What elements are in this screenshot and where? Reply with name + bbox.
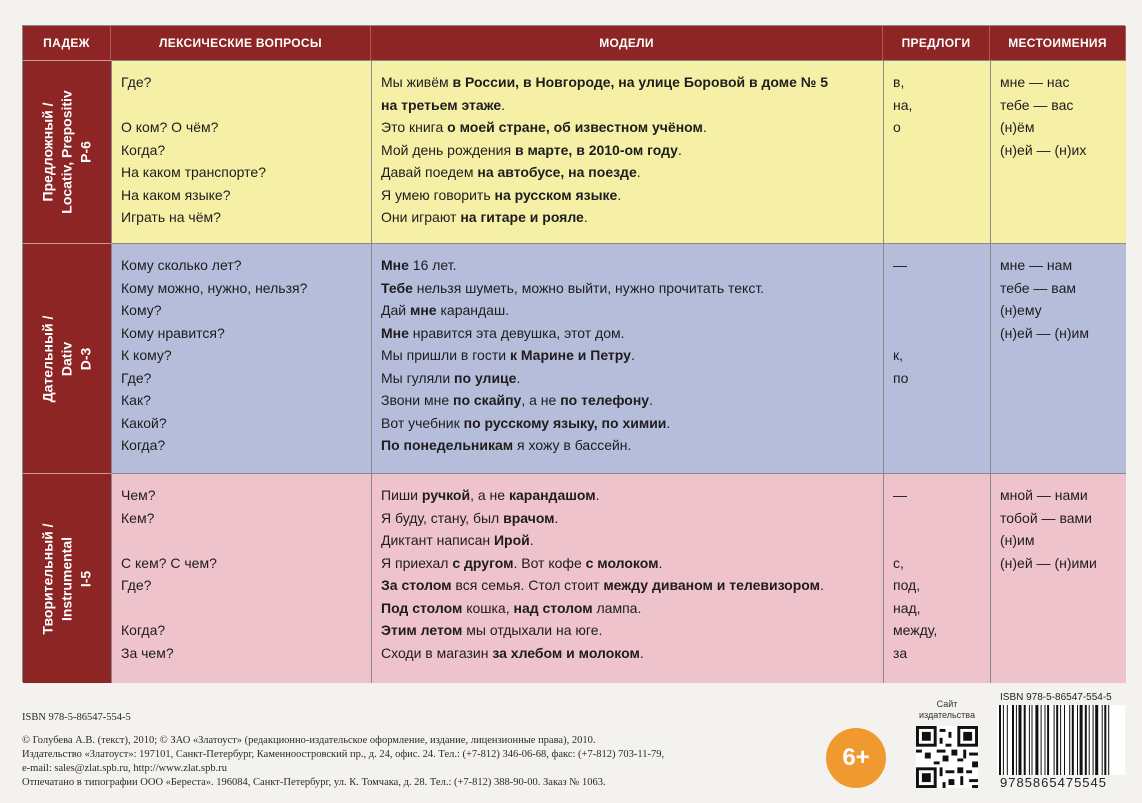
lexical-question: Кем? xyxy=(121,509,155,526)
pronoun-pair: мне — нас xyxy=(1000,74,1070,90)
model-text: . xyxy=(820,577,824,593)
footer-printing: Отпечатано в типографии ООО «Береста». 196084, Санкт-Петербург, ул. К. Томчака, д. 28. Тел.: (+7-812) 388-90-00. Заказ № 1063. xyxy=(22,777,606,788)
model-highlight: карандашом xyxy=(508,487,596,503)
model-highlight: ручкой xyxy=(421,487,471,503)
model-text: нельзя шуметь, можно выйти, нужно прочитать текст. xyxy=(412,279,765,296)
pronoun-pair: тобой — вами xyxy=(1000,509,1092,526)
model-text: 16 лет. xyxy=(408,257,457,273)
model-highlight: с другом xyxy=(452,554,514,571)
model-sentence xyxy=(381,390,653,410)
model-text: , а не xyxy=(470,487,509,503)
questions-cell xyxy=(111,243,371,473)
model-sentence xyxy=(381,117,707,137)
preposition: между, xyxy=(893,622,938,638)
model-text: . xyxy=(554,509,559,526)
model-highlight: по улице xyxy=(454,369,517,386)
preposition: в, xyxy=(893,74,905,90)
models-cell xyxy=(371,243,883,473)
model-text: Звони мне xyxy=(381,392,453,408)
pronoun-pair: (н)ём xyxy=(1000,119,1035,135)
model-text: Вот учебник xyxy=(381,414,464,431)
preposition: над, xyxy=(893,599,921,616)
model-text: Мы живём xyxy=(381,74,453,90)
isbn-barcode-label: ISBN 978-5-86547-554-5 xyxy=(1000,692,1112,703)
model-sentence xyxy=(381,530,534,550)
pronoun-pair: тебе — вам xyxy=(1000,279,1077,296)
model-text: . xyxy=(583,209,588,225)
model-text: Я приехал xyxy=(381,554,453,571)
model-sentence xyxy=(381,207,588,227)
qr-label xyxy=(912,699,982,721)
footer-contacts: e-mail: sales@zlat.spb.ru, http://www.zlat.spb.ru xyxy=(22,763,227,774)
model-text: . xyxy=(666,414,671,431)
model-highlight: на гитаре и рояле xyxy=(460,209,584,225)
lexical-question: Когда? xyxy=(121,437,166,453)
lexical-question: С кем? С чем? xyxy=(121,554,217,571)
model-text: карандаш. xyxy=(436,302,510,318)
model-highlight: Тебе xyxy=(381,279,413,296)
preposition: — xyxy=(893,257,907,273)
preposition: на, xyxy=(893,96,913,113)
model-highlight: По понедельникам xyxy=(381,437,514,453)
footer-copyright: © Голубева А.В. (текст), 2010; © ЗАО «Златоуст» (редакционно-издательское оформление, издание, лицензионные права), 2010. xyxy=(22,735,596,746)
model-highlight: в марте, в 2010-ом году xyxy=(514,141,678,158)
model-highlight: над столом xyxy=(513,599,593,616)
header-case: ПАДЕЖ xyxy=(23,26,111,60)
model-sentence xyxy=(381,323,625,343)
model-text: . Вот кофе xyxy=(513,554,586,571)
pronouns-cell xyxy=(990,243,1126,473)
lexical-question: Когда? xyxy=(121,141,166,158)
model-sentence xyxy=(381,278,764,298)
lexical-question: Играть на чём? xyxy=(121,209,221,225)
model-text: . xyxy=(630,347,635,363)
model-highlight: о моей стране, об известном учёном xyxy=(447,119,703,135)
model-sentence xyxy=(381,255,457,275)
header-prepositions: ПРЕДЛОГИ xyxy=(883,26,990,60)
pronoun-pair: (н)ей — (н)их xyxy=(1000,141,1087,158)
model-highlight: на автобусе, на поезде xyxy=(477,164,637,180)
model-text: . xyxy=(639,644,644,661)
model-sentence xyxy=(381,575,824,595)
preposition: по xyxy=(893,369,909,386)
case-code: D-3 xyxy=(77,347,94,370)
lexical-question: Кому нравится? xyxy=(121,324,225,341)
footer-publisher: Издательство «Златоуст»: 197101, Санкт-Петербург, Каменноостровский пр., д. 24, офис. 24. Тел.: (+7-812) 346-06-68, факс: (+7-812) 703-11-79, xyxy=(22,749,665,760)
model-text: лампа. xyxy=(592,599,642,616)
grammar-table xyxy=(22,25,1125,682)
model-highlight: Этим летом xyxy=(381,622,463,638)
model-sentence xyxy=(381,300,509,320)
pronoun-pair: мне — нам xyxy=(1000,257,1073,273)
model-text: Диктант написан xyxy=(381,532,494,548)
model-text: я хожу в бассейн. xyxy=(513,437,632,453)
model-sentence xyxy=(381,95,505,115)
prepositions-cell xyxy=(883,473,990,683)
model-text: Мой день рождения xyxy=(381,141,515,158)
model-text: Сходи в магазин xyxy=(381,644,493,661)
model-sentence xyxy=(381,598,641,618)
model-sentence xyxy=(381,643,644,663)
lexical-question: Какой? xyxy=(121,414,167,431)
case-code: P-6 xyxy=(77,141,94,163)
case-name: Творительный / xyxy=(39,522,56,635)
age-rating-badge: 6+ xyxy=(826,728,886,788)
lexical-question: Кому можно, нужно, нельзя? xyxy=(121,279,308,296)
model-text: мы отдыхали на юге. xyxy=(462,622,603,638)
pronoun-pair: тебе — вас xyxy=(1000,96,1074,113)
model-sentence xyxy=(381,508,558,528)
model-text: Это книга xyxy=(381,119,448,135)
preposition: с, xyxy=(893,554,904,571)
lexical-question: Как? xyxy=(121,392,151,408)
model-highlight: по русскому языку, по химии xyxy=(463,414,667,431)
case-name: Дательный / xyxy=(39,315,56,402)
model-text: Я умею говорить xyxy=(381,186,495,203)
footer-isbn: ISBN 978-5-86547-554-5 xyxy=(22,712,131,723)
preposition: под, xyxy=(893,577,921,593)
pronoun-pair: (н)ему xyxy=(1000,302,1042,318)
model-text: Мы пришли в гости xyxy=(381,347,510,363)
pronoun-pair: (н)им xyxy=(1000,532,1035,548)
questions-cell xyxy=(111,60,371,243)
model-text: Дай xyxy=(381,302,410,318)
model-highlight: за хлебом и молоком xyxy=(492,644,640,661)
model-sentence xyxy=(381,435,631,455)
model-text: нравится эта девушка, этот дом. xyxy=(408,324,625,341)
model-text: . xyxy=(658,554,663,571)
case-label-dative xyxy=(23,243,111,473)
model-highlight: между диваном и телевизором xyxy=(603,577,820,593)
model-text: Пиши xyxy=(381,487,422,503)
model-sentence xyxy=(381,185,621,205)
lexical-question: К кому? xyxy=(121,347,172,363)
model-sentence xyxy=(381,413,670,433)
model-text: . xyxy=(501,96,506,113)
model-highlight: Мне xyxy=(381,257,409,273)
lexical-question: Где? xyxy=(121,74,152,90)
pronouns-cell xyxy=(990,473,1126,683)
models-cell xyxy=(371,473,883,683)
qr-label-line2: издательства xyxy=(919,710,975,720)
model-text: кошка, xyxy=(462,599,514,616)
model-sentence xyxy=(381,345,635,365)
model-highlight: мне xyxy=(409,302,437,318)
model-text: . xyxy=(516,369,521,386)
header-pronouns: МЕСТОИМЕНИЯ xyxy=(990,26,1126,60)
case-label-prepositional xyxy=(23,60,111,243)
model-highlight: Ирой xyxy=(493,532,530,548)
case-code: I-5 xyxy=(77,570,94,587)
model-highlight: Под столом xyxy=(381,599,463,616)
model-sentence xyxy=(381,553,662,573)
preposition: за xyxy=(893,644,908,661)
model-text: . xyxy=(636,164,641,180)
model-sentence xyxy=(381,485,600,505)
qr-code-icon[interactable] xyxy=(916,726,978,788)
model-text: Давай поедем xyxy=(381,164,478,180)
model-highlight: по скайпу xyxy=(453,392,522,408)
pronoun-pair: (н)ей — (н)ими xyxy=(1000,554,1097,571)
model-text: Они играют xyxy=(381,209,461,225)
model-sentence xyxy=(381,162,641,182)
model-highlight: с молоком xyxy=(585,554,659,571)
prepositions-cell xyxy=(883,60,990,243)
model-sentence xyxy=(381,72,828,92)
lexical-question: Кому? xyxy=(121,302,162,318)
model-highlight: в России, в Новгороде, на улице Боровой в доме № 5 xyxy=(452,74,829,90)
lexical-question: На каком транспорте? xyxy=(121,164,266,180)
lexical-question: О ком? О чём? xyxy=(121,119,219,135)
model-highlight: к Марине и Петру xyxy=(509,347,631,363)
qr-label-line1: Сайт xyxy=(936,699,958,709)
model-text: . xyxy=(649,392,653,408)
pronoun-pair: мной — нами xyxy=(1000,487,1088,503)
model-sentence xyxy=(381,620,602,640)
lexical-question: Где? xyxy=(121,577,152,593)
model-highlight: на третьем этаже xyxy=(381,96,502,113)
model-highlight: на русском языке xyxy=(494,186,618,203)
model-text: . xyxy=(702,119,707,135)
lexical-question: Кому сколько лет? xyxy=(121,257,242,273)
pronoun-pair: (н)ей — (н)им xyxy=(1000,324,1089,341)
pronouns-cell xyxy=(990,60,1126,243)
case-name: Предложный / xyxy=(39,102,56,202)
model-text: . xyxy=(617,186,622,203)
case-latin: Instrumental xyxy=(58,536,75,621)
preposition: — xyxy=(893,487,907,503)
header-questions: ЛЕКСИЧЕСКИЕ ВОПРОСЫ xyxy=(111,26,371,60)
barcode-number: 9785865475545 xyxy=(1000,775,1107,790)
barcode-icon xyxy=(997,705,1125,775)
lexical-question: Чем? xyxy=(121,487,156,503)
lexical-question: На каком языке? xyxy=(121,186,231,203)
model-highlight: За столом xyxy=(381,577,452,593)
model-text: , а не xyxy=(521,392,561,408)
header-models: МОДЕЛИ xyxy=(371,26,883,60)
lexical-question: Когда? xyxy=(121,622,166,638)
model-highlight: по телефону xyxy=(560,392,650,408)
models-cell xyxy=(371,60,883,243)
model-highlight: Мне xyxy=(381,324,409,341)
prepositions-cell xyxy=(883,243,990,473)
case-latin: Dativ xyxy=(58,341,75,376)
model-text: . xyxy=(529,532,534,548)
preposition: о xyxy=(893,119,901,135)
model-text: . xyxy=(677,141,682,158)
model-text: Я буду, стану, был xyxy=(381,509,504,526)
model-highlight: врачом xyxy=(503,509,555,526)
model-text: Мы гуляли xyxy=(381,369,455,386)
lexical-question: За чем? xyxy=(121,644,174,661)
case-label-instrumental xyxy=(23,473,111,683)
model-sentence xyxy=(381,368,520,388)
model-sentence xyxy=(381,140,682,160)
model-text: . xyxy=(595,487,600,503)
model-text: вся семья. Стол стоит xyxy=(451,577,604,593)
preposition: к, xyxy=(893,347,904,363)
questions-cell xyxy=(111,473,371,683)
lexical-question: Где? xyxy=(121,369,152,386)
case-latin: Locativ, Prepositiv xyxy=(58,90,75,214)
